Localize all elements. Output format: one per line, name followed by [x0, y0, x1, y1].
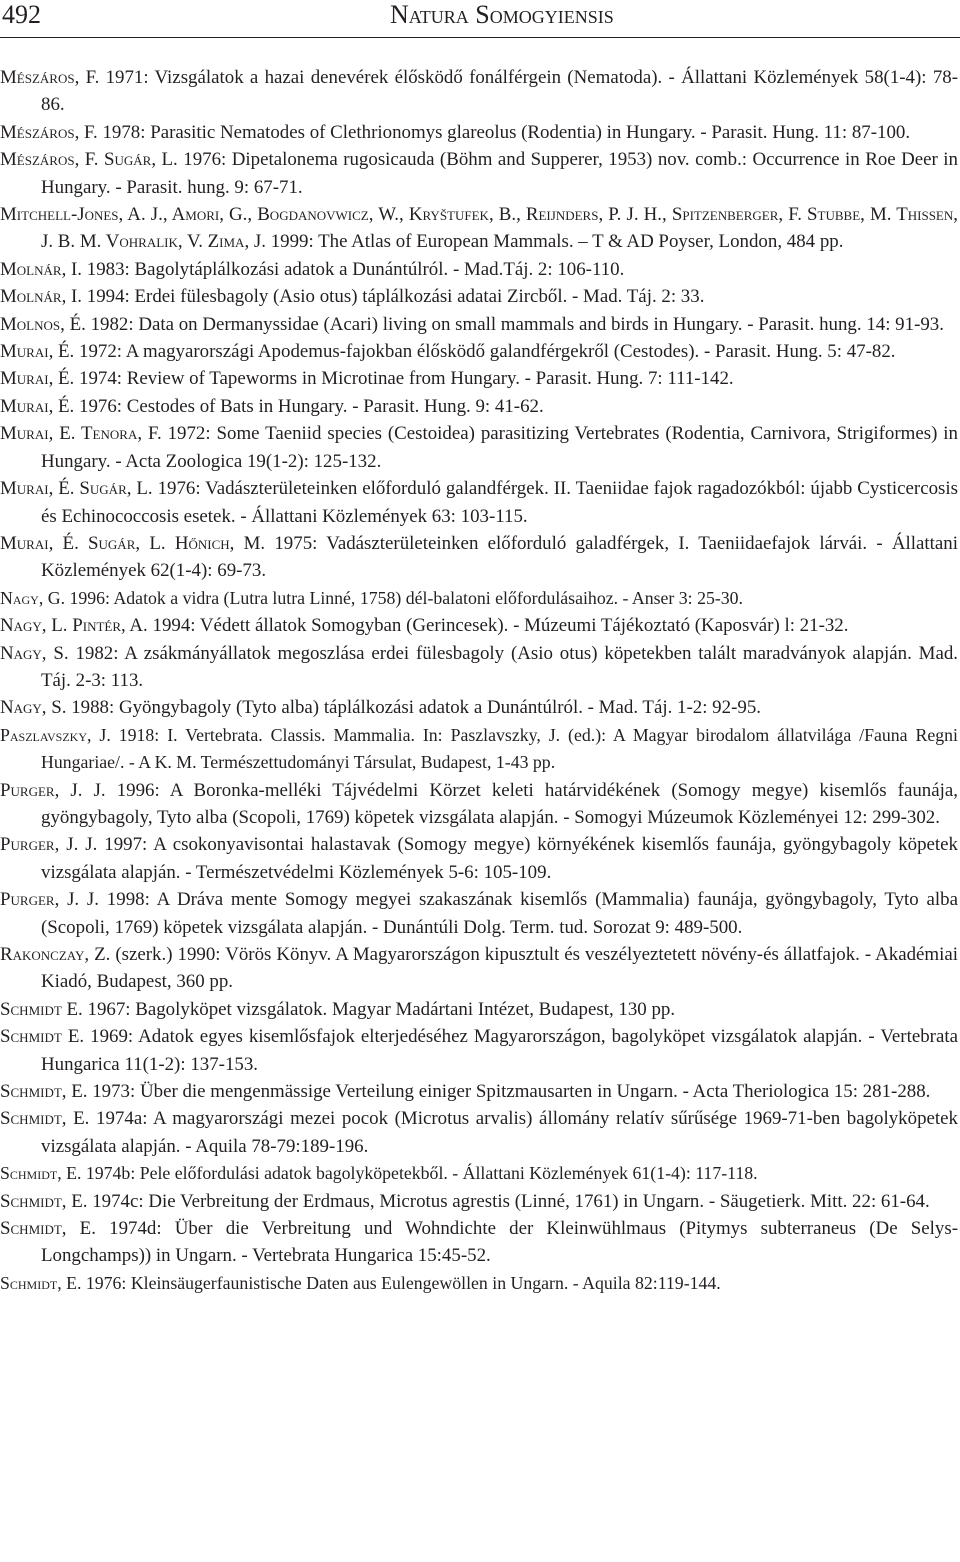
reference-text: 1978: Parasitic Nematodes of Clethrionomys glareolus (Rodentia) in Hungary. - Parasit. Hung. 11: 87-100. [97, 121, 911, 143]
reference-text: 1997: A csokonyavisontai halastavak (Somogy megye) környékének kisemlős faunája, gyöngybagoly köpetek vizsgálata alapján. - Természetvédelmi Közlemények 5-6: 105-109. [41, 834, 958, 883]
reference-entry [0, 1023, 958, 1078]
reference-entry [0, 393, 958, 420]
reference-authors: Schmidt E. [0, 998, 83, 1020]
reference-text: 1918: I. Vertebrata. Classis. Mammalia. In: Paszlavszky, J. (ed.): A Magyar birodalom állatvilága /Fauna Regni Hungariae/. - A K. M. Természettudományi Társulat, Budapest, 1-43 pp. [41, 724, 958, 773]
reference-authors: Murai, É. [0, 341, 75, 363]
reference-authors: Molnár, I. [0, 286, 83, 308]
reference-authors: Nagy, G. [0, 587, 66, 608]
reference-authors: Murai, É. Sugár, L. [0, 478, 153, 500]
reference-entry [0, 831, 958, 886]
page-header [0, 0, 960, 36]
reference-entry [0, 886, 958, 941]
reference-authors: Murai, É. Sugár, L. Hőnich, M. [0, 532, 266, 554]
reference-authors: Murai, É. [0, 395, 75, 417]
reference-text: 1976: Kleinsäugerfaunistische Daten aus Eulengewöllen in Ungarn. - Aquila 82:119-144. [81, 1272, 721, 1293]
reference-entry [0, 311, 958, 338]
reference-text: 1967: Bagolyköpet vizsgálatok. Magyar Madártani Intézet, Budapest, 130 pp. [82, 998, 676, 1020]
reference-text: 1972: A magyarországi Apodemus-fajokban élősködő galandférgekről (Cestodes). - Parasit. Hung. 5: 47-82. [74, 341, 896, 363]
reference-authors: Mészáros, F. Sugár, L. [0, 149, 178, 171]
reference-authors: Purger, J. J. [0, 779, 106, 801]
reference-text: 1976: Vadászterületeinken előforduló galandférgek. II. Taeniidae fajok ragadozókból: újabb Cysticercosis és Echinococcosis esetek. - Állattani Közlemények 63: 103-115. [41, 478, 958, 527]
reference-authors: Nagy, S. [0, 642, 69, 664]
reference-text: 1972: Some Taeniid species (Cestoidea) parasitizing Vertebrates (Rodentia, Carnivora, Strigiformes) in Hungary. - Acta Zoologica 19(1-2): 125-132. [41, 423, 958, 472]
page-number: 492 [2, 0, 41, 29]
reference-entry [0, 640, 958, 695]
reference-authors: Schmidt, E. [0, 1081, 88, 1103]
reference-entry [0, 694, 958, 721]
reference-text: (szerk.) 1990: Vörös Könyv. A Magyarországon kipusztult és veszélyeztetett növény-és állatfajok. - Akadémiai Kiadó, Budapest, 360 pp. [41, 944, 958, 993]
reference-entry [0, 119, 958, 146]
reference-entry [0, 1270, 958, 1297]
reference-text: 1994: Védett állatok Somogyban (Gerincesek). - Múzeumi Tájékoztató (Kaposvár) l: 21-32. [147, 615, 849, 637]
reference-text: 1971: Vizsgálatok a hazai denevérek élősködő fonálférgein (Nematoda). - Állattani Közlemények 58(1-4): 78-86. [41, 67, 958, 116]
reference-authors: Murai, E. Tenora, F. [0, 423, 162, 445]
reference-text: 1996: A Boronka-melléki Tájvédelmi Körzet keleti határvidékének (Somogy megye) kisemlős faunája, gyöngybagoly, Tyto alba (Scopoli, 1769) köpetek vizsgálata alapján. - Somogyi Múzeumok Közleményei 12: 299-302. [41, 779, 958, 828]
reference-authors: Nagy, L. Pintér, A. [0, 615, 148, 637]
reference-text: 1974a: A magyarországi mezei pocok (Microtus arvalis) állomány relatív sűrűsége 1969-71-ben bagolyköpetek vizsgálata alapján. - Aquila 78-79:189-196. [41, 1108, 958, 1157]
reference-entry [0, 64, 958, 119]
reference-authors: Schmidt, E. [0, 1190, 88, 1212]
reference-text: 1994: Erdei fülesbagoly (Asio otus) táplálkozási adatai Zircből. - Mad. Táj. 2: 33. [82, 286, 705, 308]
reference-entry [0, 1105, 958, 1160]
reference-text: 1976: Cestodes of Bats in Hungary. - Parasit. Hung. 9: 41-62. [74, 395, 544, 417]
reference-entry [0, 283, 958, 310]
reference-text: 1988: Gyöngybagoly (Tyto alba) táplálkozási adatok a Dunántúlról. - Mad. Táj. 1-2: 92-95. [66, 697, 761, 719]
reference-authors: Paszlavszky, J. [0, 724, 111, 745]
reference-entry [0, 1188, 958, 1215]
reference-text: 1974d: Über die Verbreitung und Wohndichte der Kleinwühlmaus (Pitymys subterraneus (De Selys-Longchamps)) in Ungarn. - Vertebrata Hungarica 15:45-52. [41, 1218, 958, 1267]
reference-entry [0, 777, 958, 832]
reference-entry [0, 365, 958, 392]
reference-text: 1983: Bagolytáplálkozási adatok a Dunántúlról. - Mad.Táj. 2: 106-110. [82, 258, 625, 280]
reference-text: 1975: Vadászterületeinken előforduló galadférgek, I. Taeniidaefajok lárvái. - Állattani Közlemények 62(1-4): 69-73. [41, 532, 959, 582]
reference-entry [0, 146, 958, 201]
reference-entry [0, 1078, 958, 1105]
reference-authors: Purger, J. J. [0, 889, 100, 911]
reference-authors: Mitchell-Jones, A. J., Amori, G., Bogdanovwicz, W., Kryštufek, B., Reijnders, P. J. H., Spitzenberger, F. Stubbe, M. Thissen, J. B. M. Vohralik, V. Zima, J. [0, 204, 958, 253]
reference-authors: Schmidt, E. [0, 1163, 82, 1184]
reference-authors: Nagy, S. [0, 697, 67, 719]
reference-entry [0, 475, 958, 530]
reference-list [0, 64, 958, 1297]
reference-entry [0, 201, 958, 256]
reference-authors: Purger, J. J. [0, 834, 98, 856]
reference-text: 1976: Dipetalonema rugosicauda (Böhm and Supperer, 1953) nov. comb.: Occurrence in Roe Deer in Hungary. - Parasit. hung. 9: 67-71. [41, 149, 958, 198]
reference-text: 1969: Adatok egyes kisemlősfajok elterjedéséhez Magyarországon, bagolyköpet vizsgálatok alapján. - Vertebrata Hungarica 11(1-2): 137-153. [41, 1026, 958, 1075]
reference-entry [0, 1160, 958, 1187]
reference-entry [0, 941, 958, 996]
reference-text: 1998: A Dráva mente Somogy megyei szakaszának kisemlős (Mammalia) faunája, gyöngybagoly, Tyto alba (Scopoli, 1769) köpetek vizsgálata alapján. - Dunántúli Dolg. Term. tud. Sorozat 9: 489-500. [41, 889, 958, 938]
reference-authors: Schmidt, E. [0, 1272, 82, 1293]
reference-authors: Mészáros, F. [0, 121, 98, 143]
reference-text: 1982: Data on Dermanyssidae (Acari) living on small mammals and birds in Hungary. - Parasit. hung. 14: 91-93. [85, 313, 944, 335]
reference-text: 1999: The Atlas of European Mammals. – T & AD Poyser, London, 484 pp. [265, 231, 844, 253]
reference-authors: Murai, É. [0, 368, 75, 390]
reference-text: 1974c: Die Verbreitung der Erdmaus, Microtus agrestis (Linné, 1761) in Ungarn. - Säugetierk. Mitt. 22: 61-64. [87, 1190, 930, 1212]
journal-title: Natura Somogyiensis [390, 0, 614, 29]
reference-authors: Rakonczay, Z. [0, 944, 111, 965]
reference-text: 1996: Adatok a vidra (Lutra lutra Linné, 1758) dél-balatoni előfordulásaihoz. - Anser 3: 25-30. [65, 587, 744, 608]
reference-entry [0, 338, 958, 365]
reference-authors: Molnos, É. [0, 313, 86, 335]
reference-authors: Mészáros, F. [0, 67, 100, 88]
reference-entry [0, 585, 958, 612]
reference-entry [0, 722, 958, 777]
reference-text: 1974: Review of Tapeworms in Microtinae from Hungary. - Parasit. Hung. 7: 111-142. [74, 368, 734, 390]
reference-entry [0, 1215, 958, 1270]
reference-entry [0, 612, 958, 639]
header-rule [0, 37, 960, 38]
reference-text: 1974b: Pele előfordulási adatok bagolyköpetekből. - Állattani Közlemények 61(1-4): 117-118. [81, 1163, 758, 1184]
reference-text: 1973: Über die mengenmässige Verteilung einiger Spitzmausarten in Ungarn. - Acta Theriologica 15: 281-288. [87, 1081, 931, 1103]
reference-entry [0, 256, 958, 283]
reference-authors: Molnár, I. [0, 258, 83, 280]
reference-authors: Schmidt, E. [0, 1218, 96, 1240]
reference-entry [0, 530, 958, 585]
reference-text: 1982: A zsákmányállatok megoszlása erdei fülesbagoly (Asio otus) köpetekben talált maradványok alapján. Mad. Táj. 2-3: 113. [41, 642, 959, 691]
reference-entry [0, 420, 958, 475]
reference-authors: Schmidt, E. [0, 1108, 90, 1130]
reference-authors: Schmidt E. [0, 1026, 85, 1048]
reference-entry [0, 996, 958, 1023]
